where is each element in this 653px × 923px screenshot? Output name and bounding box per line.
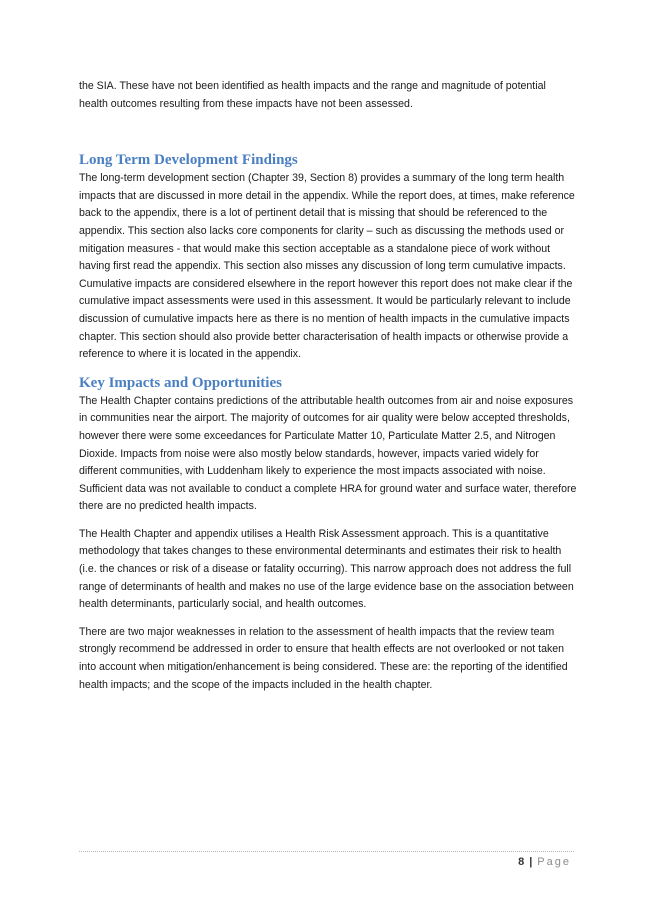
key-impacts-paragraph-2: The Health Chapter and appendix utilises a Health Risk Assessment approach. This is a quantitative methodology that takes changes to these environmental determinants and estimates their risk to health (i.e. the chances or risk of a disease or fatality occurring). This narrow approach does not address the full range of determinants of health and makes no use of the large evidence base on the association between health determinants, particularly social, and health outcomes.	[79, 527, 574, 611]
intro-paragraph: the SIA. These have not been identified as health impacts and the range and magnitude of potential health outcomes resulting from these impacts have not been assessed.	[79, 80, 546, 110]
key-impacts-paragraph-3: There are two major weaknesses in relation to the assessment of health impacts that the review team strongly recommend be addressed in order to ensure that health effects are not overlooked or not taken into account when mitigation/enhancement is being considered. These are: the reporting of the identified health impacts; and the scope of the impacts included in the health chapter.	[79, 625, 568, 691]
key-impacts-paragraph-1: The Health Chapter contains predictions of the attributable health outcomes from air and noise exposures in communities near the airport. The majority of outcomes for air quality were below accepted thresholds, however there were some exceedances for Particulate Matter 10, Particulate Matter 2.5, and Nitrogen Dioxide. Impacts from noise were also mostly below standards, however, impacts varied widely for different communities, with Luddenham likely to experience the most impacts associated with noise. Sufficient data was not available to conduct a complete HRA for ground water and surface water, therefore there are no predicted health impacts.	[79, 394, 577, 513]
section-heading-key-impacts: Key Impacts and Opportunities	[79, 374, 282, 391]
page-label: Page	[537, 856, 571, 868]
footer-separator: |	[529, 856, 533, 868]
page-number: 8	[518, 856, 525, 868]
section-heading-long-term: Long Term Development Findings	[79, 152, 298, 169]
document-body	[79, 78, 577, 704]
long-term-paragraph: The long-term development section (Chapter 39, Section 8) provides a summary of the long term health impacts that are discussed in more detail in the appendix. While the report does, at times, make reference back to the appendix, there is a lot of pertinent detail that is missing that should be referenced to the appendix. This section also lacks core components for clarity – such as discussing the methods used or mitigation measures - that would make this section acceptable as a standalone piece of work without having first read the appendix. This section also misses any discussion of long term cumulative impacts. Cumulative impacts are considered elsewhere in the report however this report does not make clear if the cumulative impact assessments were used in this assessment. It would be particularly relevant to include discussion of cumulative impacts here as there is no mention of health impacts in the cumulative impacts chapter. This section should also provide better characterisation of health impacts or otherwise provide a reference to where it is located in the appendix.	[79, 172, 575, 361]
page-footer	[518, 856, 571, 868]
footer-divider	[79, 851, 574, 852]
